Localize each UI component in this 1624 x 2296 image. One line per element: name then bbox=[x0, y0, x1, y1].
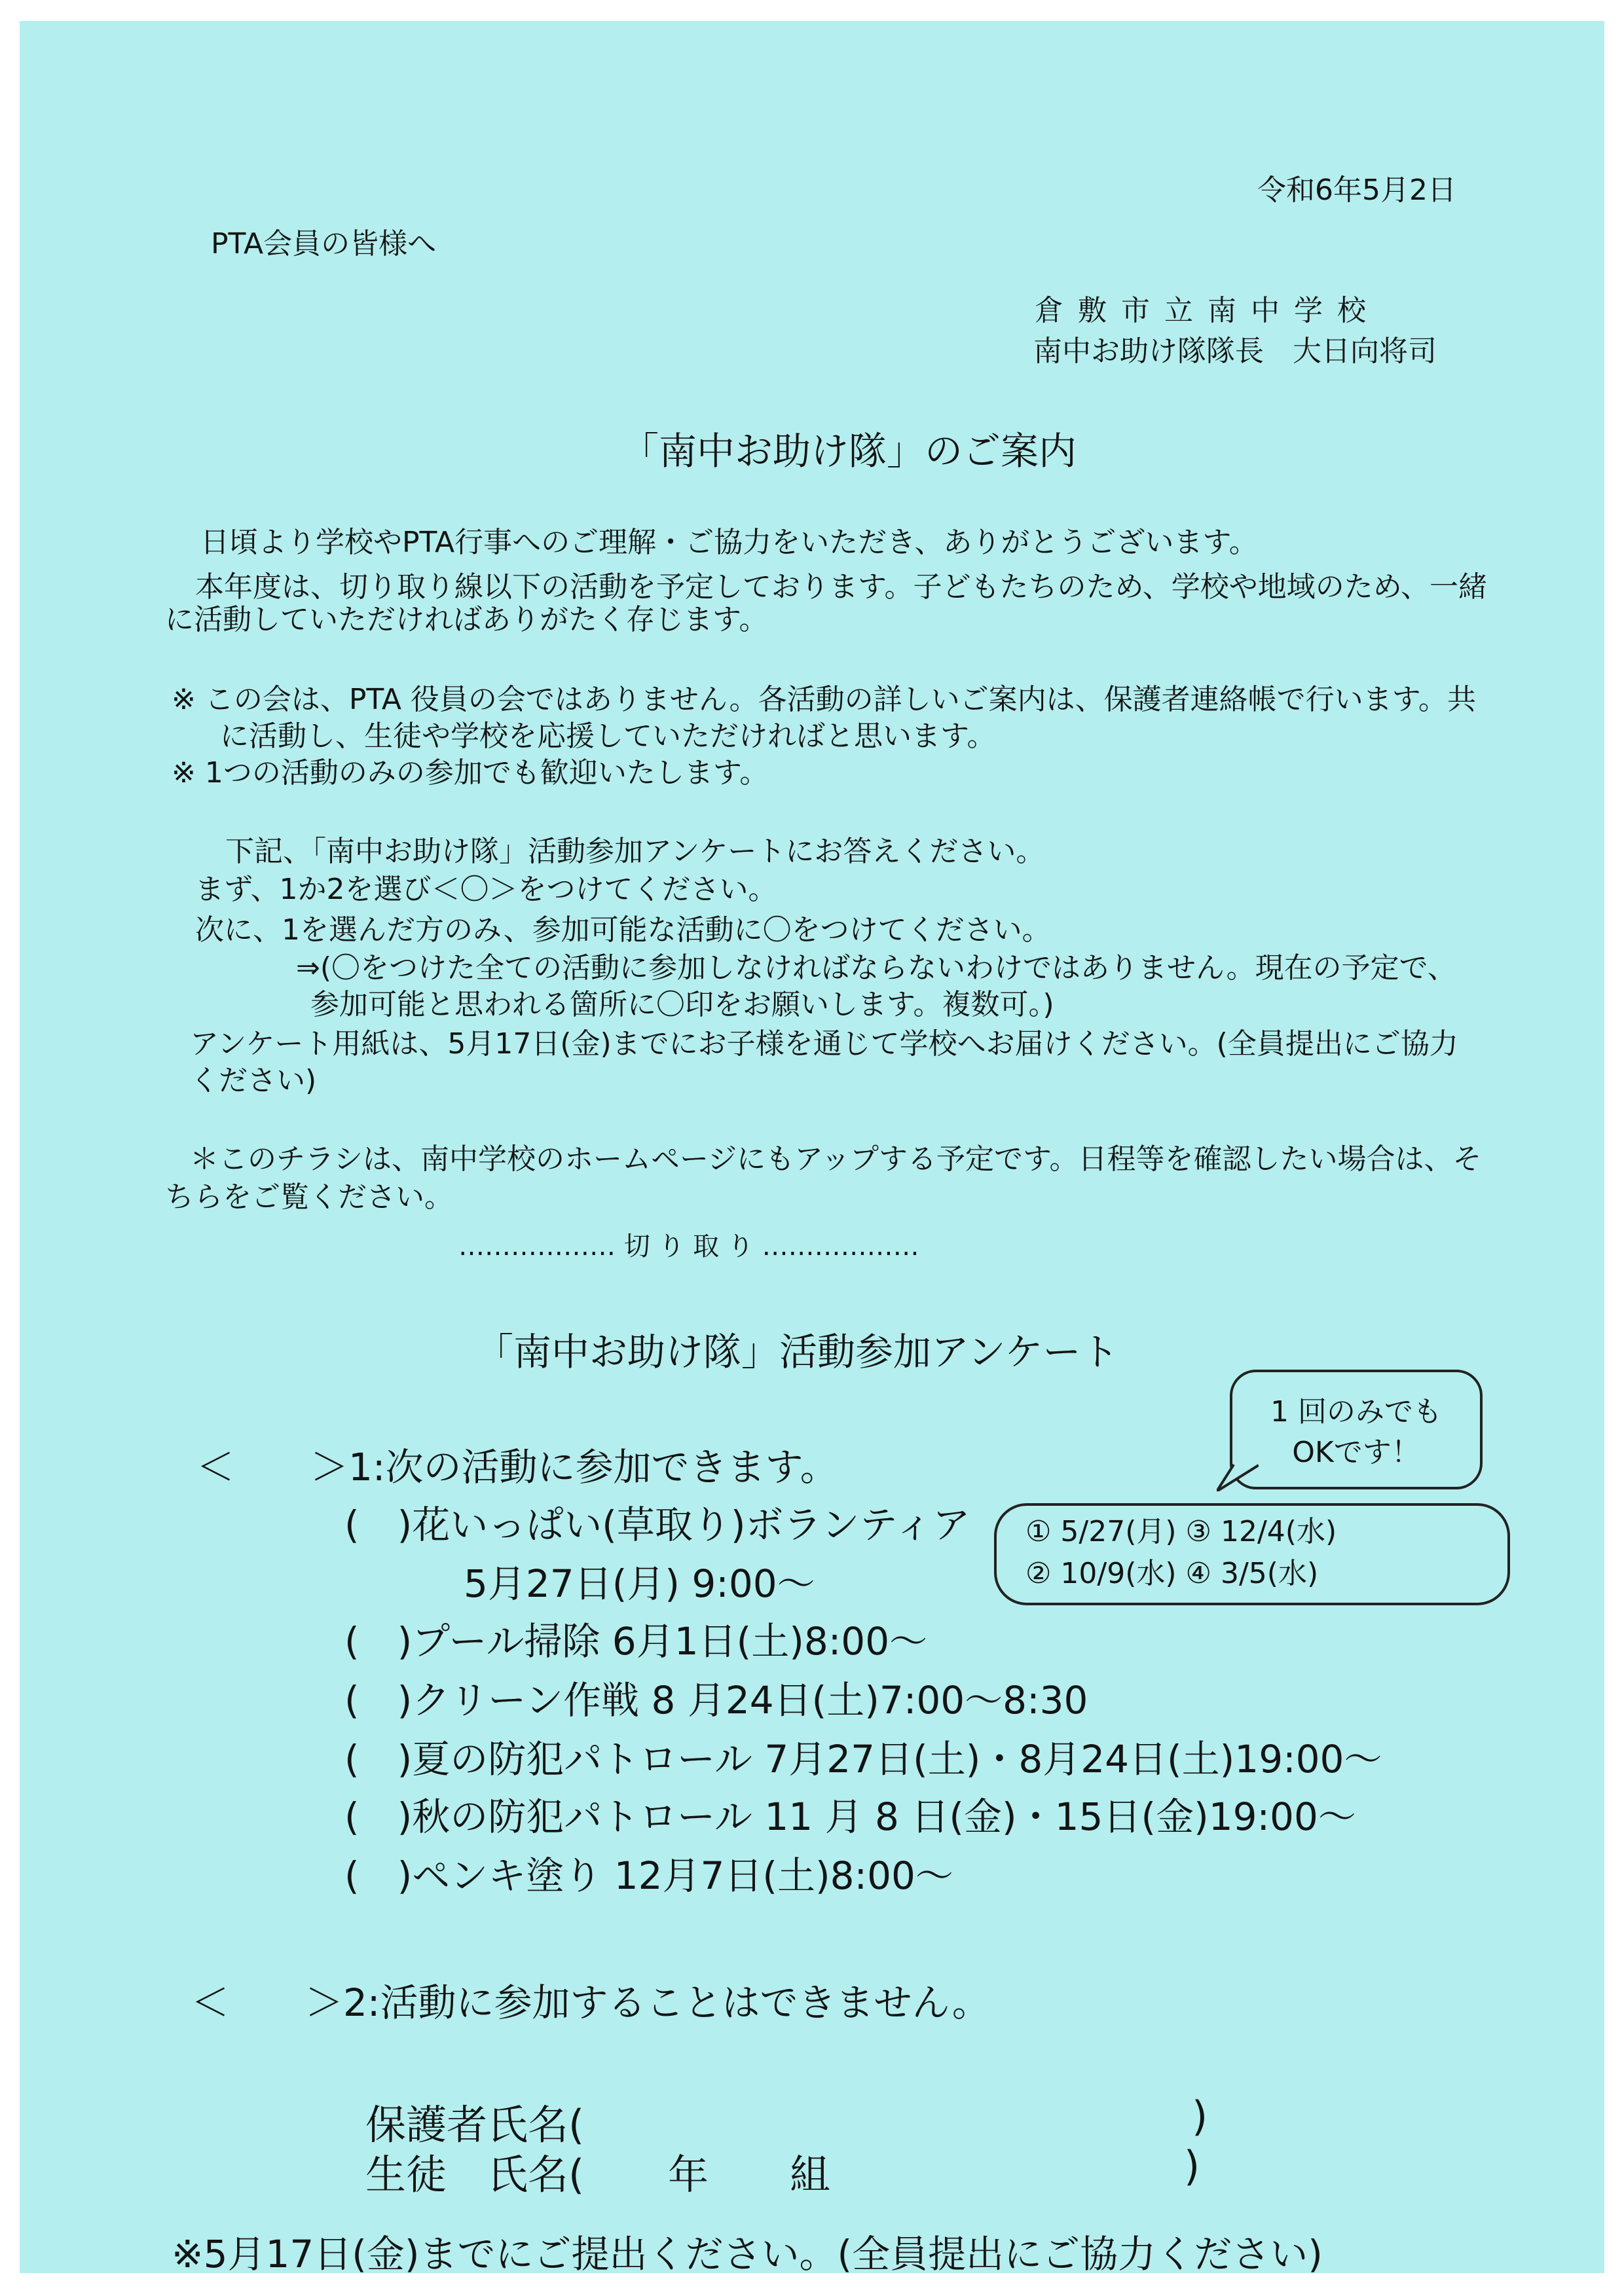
footnote-line-2: ちらをご覧ください。 bbox=[165, 1180, 453, 1214]
letter-title: 「南中お助け隊」のご案内 bbox=[621, 429, 1077, 473]
activity-summer-patrol: ( )夏の防犯パトロール 7月27日(土)・8月24日(土)19:00～ bbox=[344, 1737, 1382, 1781]
student-name-label: 生徒 氏名( bbox=[365, 2151, 585, 2198]
school-name: 倉敷市立南中学校 bbox=[1035, 294, 1380, 327]
activity-flowers: ( )花いっぱい(草取り)ボランティア bbox=[344, 1503, 970, 1547]
addressee: PTA会員の皆様へ bbox=[211, 227, 437, 261]
activity-pool: ( )プール掃除 6月1日(土)8:00～ bbox=[344, 1619, 928, 1664]
bubble-line-2: OKです！ bbox=[1292, 1436, 1420, 1469]
guardian-close-paren: ) bbox=[1192, 2092, 1208, 2140]
flower-dates-box bbox=[994, 1503, 1510, 1605]
intro-line-1: 日頃より学校やPTA行事へのご理解・ご協力をいただき、ありがとうございます。 bbox=[200, 526, 1258, 559]
sender-name: 南中お助け隊隊長 大日向将司 bbox=[1033, 335, 1437, 368]
guardian-name-label: 保護者氏名( bbox=[365, 2101, 585, 2149]
instruction-line-5: 参加可能と思われる箇所に〇印をお願いします。複数可。) bbox=[310, 988, 1054, 1021]
activity-cleanup: ( )クリーン作戦 8 月24日(土)7:00～8:30 bbox=[344, 1678, 1088, 1722]
instruction-line-3: 次に、1を選んだ方のみ、参加可能な活動に〇をつけてください。 bbox=[195, 913, 1051, 947]
option-1: ＜ ＞1:次の活動に参加できます。 bbox=[196, 1445, 838, 1489]
cut-line: ……………… 切 り 取 り ……………… bbox=[458, 1231, 919, 1262]
instruction-line-1: 下記、「南中お助け隊」活動参加アンケートにお答えください。 bbox=[225, 835, 1045, 868]
flower-dates-row-1: ① 5/27(月) ③ 12/4(水) bbox=[1025, 1515, 1337, 1548]
activity-painting: ( )ペンキ塗り 12月7日(土)8:00～ bbox=[344, 1853, 953, 1898]
instruction-line-6: アンケート用紙は、5月17日(金)までにお子様を通じて学校へお届けください。(全員提出にご協力 bbox=[190, 1027, 1458, 1061]
bubble-tail-icon bbox=[1217, 1464, 1259, 1491]
instruction-line-2: まず、1か2を選び＜〇＞をつけてください。 bbox=[195, 873, 777, 906]
letter-date: 令和6年5月2日 bbox=[1257, 173, 1456, 207]
instruction-line-7: ください) bbox=[190, 1064, 317, 1097]
activity-flowers-date: 5月27日(月) 9:00～ bbox=[464, 1561, 815, 1606]
survey-title: 「南中お助け隊」活動参加アンケート bbox=[475, 1330, 1119, 1374]
speech-bubble bbox=[1230, 1370, 1483, 1489]
student-close-paren: ) bbox=[1184, 2142, 1200, 2190]
note-line-3: ※ 1つの活動のみの参加でも歓迎いたします。 bbox=[172, 756, 769, 790]
option-2: ＜ ＞2:活動に参加することはできません。 bbox=[191, 1980, 990, 2025]
intro-line-3: に活動していただければありがたく存じます。 bbox=[165, 603, 768, 636]
instruction-line-4: ⇒(〇をつけた全ての活動に参加しなければならないわけではありません。現在の予定で、 bbox=[296, 951, 1456, 985]
grade-class: 年 組 bbox=[668, 2151, 831, 2198]
note-line-1: ※ この会は、PTA 役員の会ではありません。各活動の詳しいご案内は、保護者連絡帳で行います。共 bbox=[172, 683, 1477, 716]
activity-autumn-patrol: ( )秋の防犯パトロール 11 月 8 日(金)・15日(金)19:00～ bbox=[344, 1795, 1356, 1839]
intro-line-2: 本年度は、切り取り線以下の活動を予定しております。子どもたちのため、学校や地域のため、一緒 bbox=[195, 570, 1487, 604]
note-line-2: に活動し、生徒や学校を応援していただければと思います。 bbox=[220, 720, 996, 753]
flower-dates-row-2: ② 10/9(水) ④ 3/5(水) bbox=[1025, 1557, 1319, 1590]
bubble-line-1: 1 回のみでも bbox=[1270, 1395, 1442, 1429]
deadline-note: ※5月17日(金)までにご提出ください。(全員提出にご協力ください) bbox=[172, 2232, 1323, 2276]
footnote-line-1: ＊このチラシは、南中学校のホームページにもアップする予定です。日程等を確認したい場合は、そ bbox=[190, 1142, 1482, 1176]
